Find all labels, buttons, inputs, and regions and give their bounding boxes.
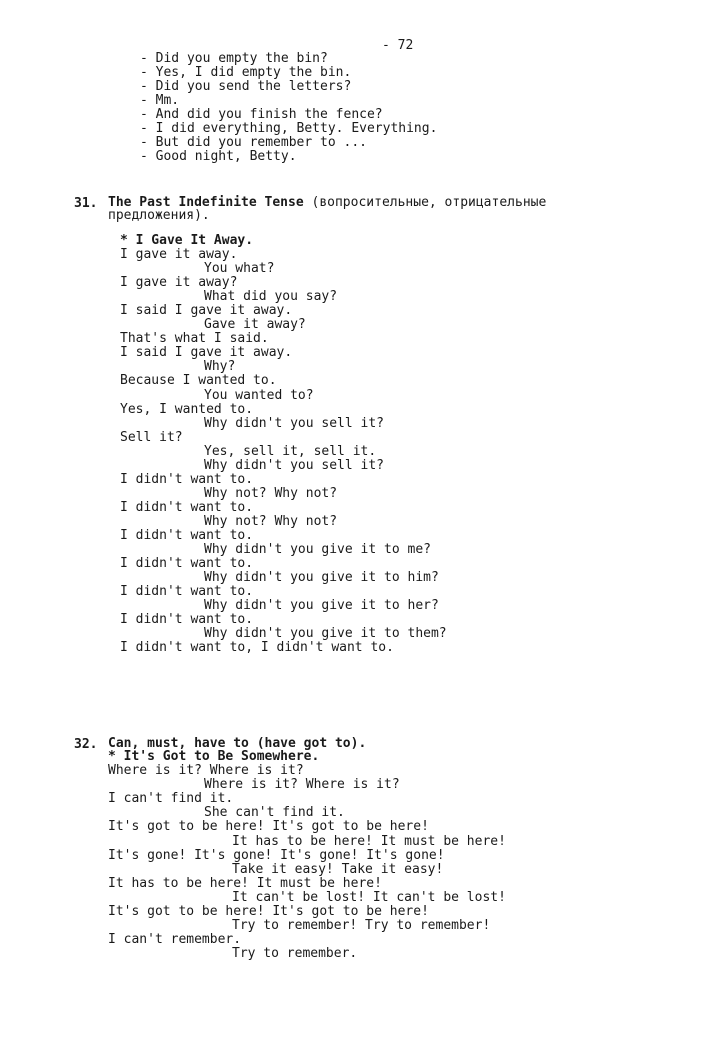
poem-line: I gave it away. — [120, 247, 238, 262]
section-31-title-line2: предложения). — [108, 208, 210, 223]
poem-line: It has to be here! It must be here! — [232, 834, 506, 849]
poem-line: Try to remember! Try to remember! — [232, 918, 491, 933]
poem-line: I didn't want to. — [120, 556, 254, 571]
poem-line: What did you say? — [204, 289, 338, 304]
poem-line: I can't find it. — [108, 791, 234, 806]
dialogue-line: - Did you empty the bin? — [140, 51, 328, 66]
poem-line: It can't be lost! It can't be lost! — [232, 890, 506, 905]
poem-line: I can't remember. — [108, 932, 242, 947]
poem-line: Because I wanted to. — [120, 373, 277, 388]
poem-line: Gave it away? — [204, 317, 306, 332]
page-number: - 72 — [382, 38, 414, 53]
poem-line: It's gone! It's gone! It's gone! It's gone! — [108, 848, 445, 863]
poem-line: It's got to be here! It's got to be here! — [108, 904, 429, 919]
dialogue-line: - Good night, Betty. — [140, 149, 297, 164]
poem-line: Why didn't you give it to me? — [204, 542, 431, 557]
poem-line: I didn't want to. — [120, 528, 254, 543]
dialogue-line: - Did you send the letters? — [140, 79, 352, 94]
poem-line: That's what I said. — [120, 331, 269, 346]
dialogue-line: - But did you remember to ... — [140, 135, 367, 150]
poem-line: I didn't want to. — [120, 584, 254, 599]
poem-line: I said I gave it away. — [120, 345, 293, 360]
poem-line: Yes, I wanted to. — [120, 402, 254, 417]
poem-line: Why not? Why not? — [204, 514, 338, 529]
poem-line: Why not? Why not? — [204, 486, 338, 501]
poem-line: Sell it? — [120, 430, 183, 445]
poem-line: Why didn't you sell it? — [204, 458, 385, 473]
poem-title-gave-it-away: * I Gave It Away. — [120, 233, 254, 248]
poem-line: Why didn't you give it to her? — [204, 598, 439, 613]
poem-line: I didn't want to, I didn't want to. — [120, 640, 394, 655]
poem-line: Where is it? Where is it? — [204, 777, 400, 792]
poem-line: It has to be here! It must be here! — [108, 876, 382, 891]
poem-line: I didn't want to. — [120, 472, 254, 487]
section-31-title: The Past Indefinite Tense — [108, 195, 304, 210]
poem-line: You what? — [204, 261, 275, 276]
section-31-title-rest: (вопросительные, отрицательные — [303, 195, 547, 210]
poem-title-got-to-be-somewhere: * It's Got to Be Somewhere. — [108, 749, 320, 764]
dialogue-line: - Mm. — [140, 93, 180, 108]
poem-line: Why didn't you sell it? — [204, 416, 385, 431]
poem-line: Why? — [204, 359, 236, 374]
dialogue-line: - And did you finish the fence? — [140, 107, 383, 122]
section-32-number: 32. — [74, 737, 98, 752]
poem-line: Yes, sell it, sell it. — [204, 444, 377, 459]
poem-line: Take it easy! Take it easy! — [232, 862, 444, 877]
poem-line: I didn't want to. — [120, 500, 254, 515]
section-32-title: Can, must, have to (have got to). — [108, 736, 367, 751]
poem-line: I gave it away? — [120, 275, 238, 290]
poem-line: Try to remember. — [232, 946, 358, 961]
poem-line: It's got to be here! It's got to be here! — [108, 819, 429, 834]
dialogue-line: - I did everything, Betty. Everything. — [140, 121, 438, 136]
poem-line: Why didn't you give it to them? — [204, 626, 447, 641]
poem-line: I said I gave it away. — [120, 303, 293, 318]
poem-line: Where is it? Where is it? — [108, 763, 304, 778]
poem-line: I didn't want to. — [120, 612, 254, 627]
poem-line: You wanted to? — [204, 388, 314, 403]
section-31-number: 31. — [74, 196, 98, 211]
dialogue-line: - Yes, I did empty the bin. — [140, 65, 352, 80]
poem-line: Why didn't you give it to him? — [204, 570, 439, 585]
poem-line: She can't find it. — [204, 805, 345, 820]
